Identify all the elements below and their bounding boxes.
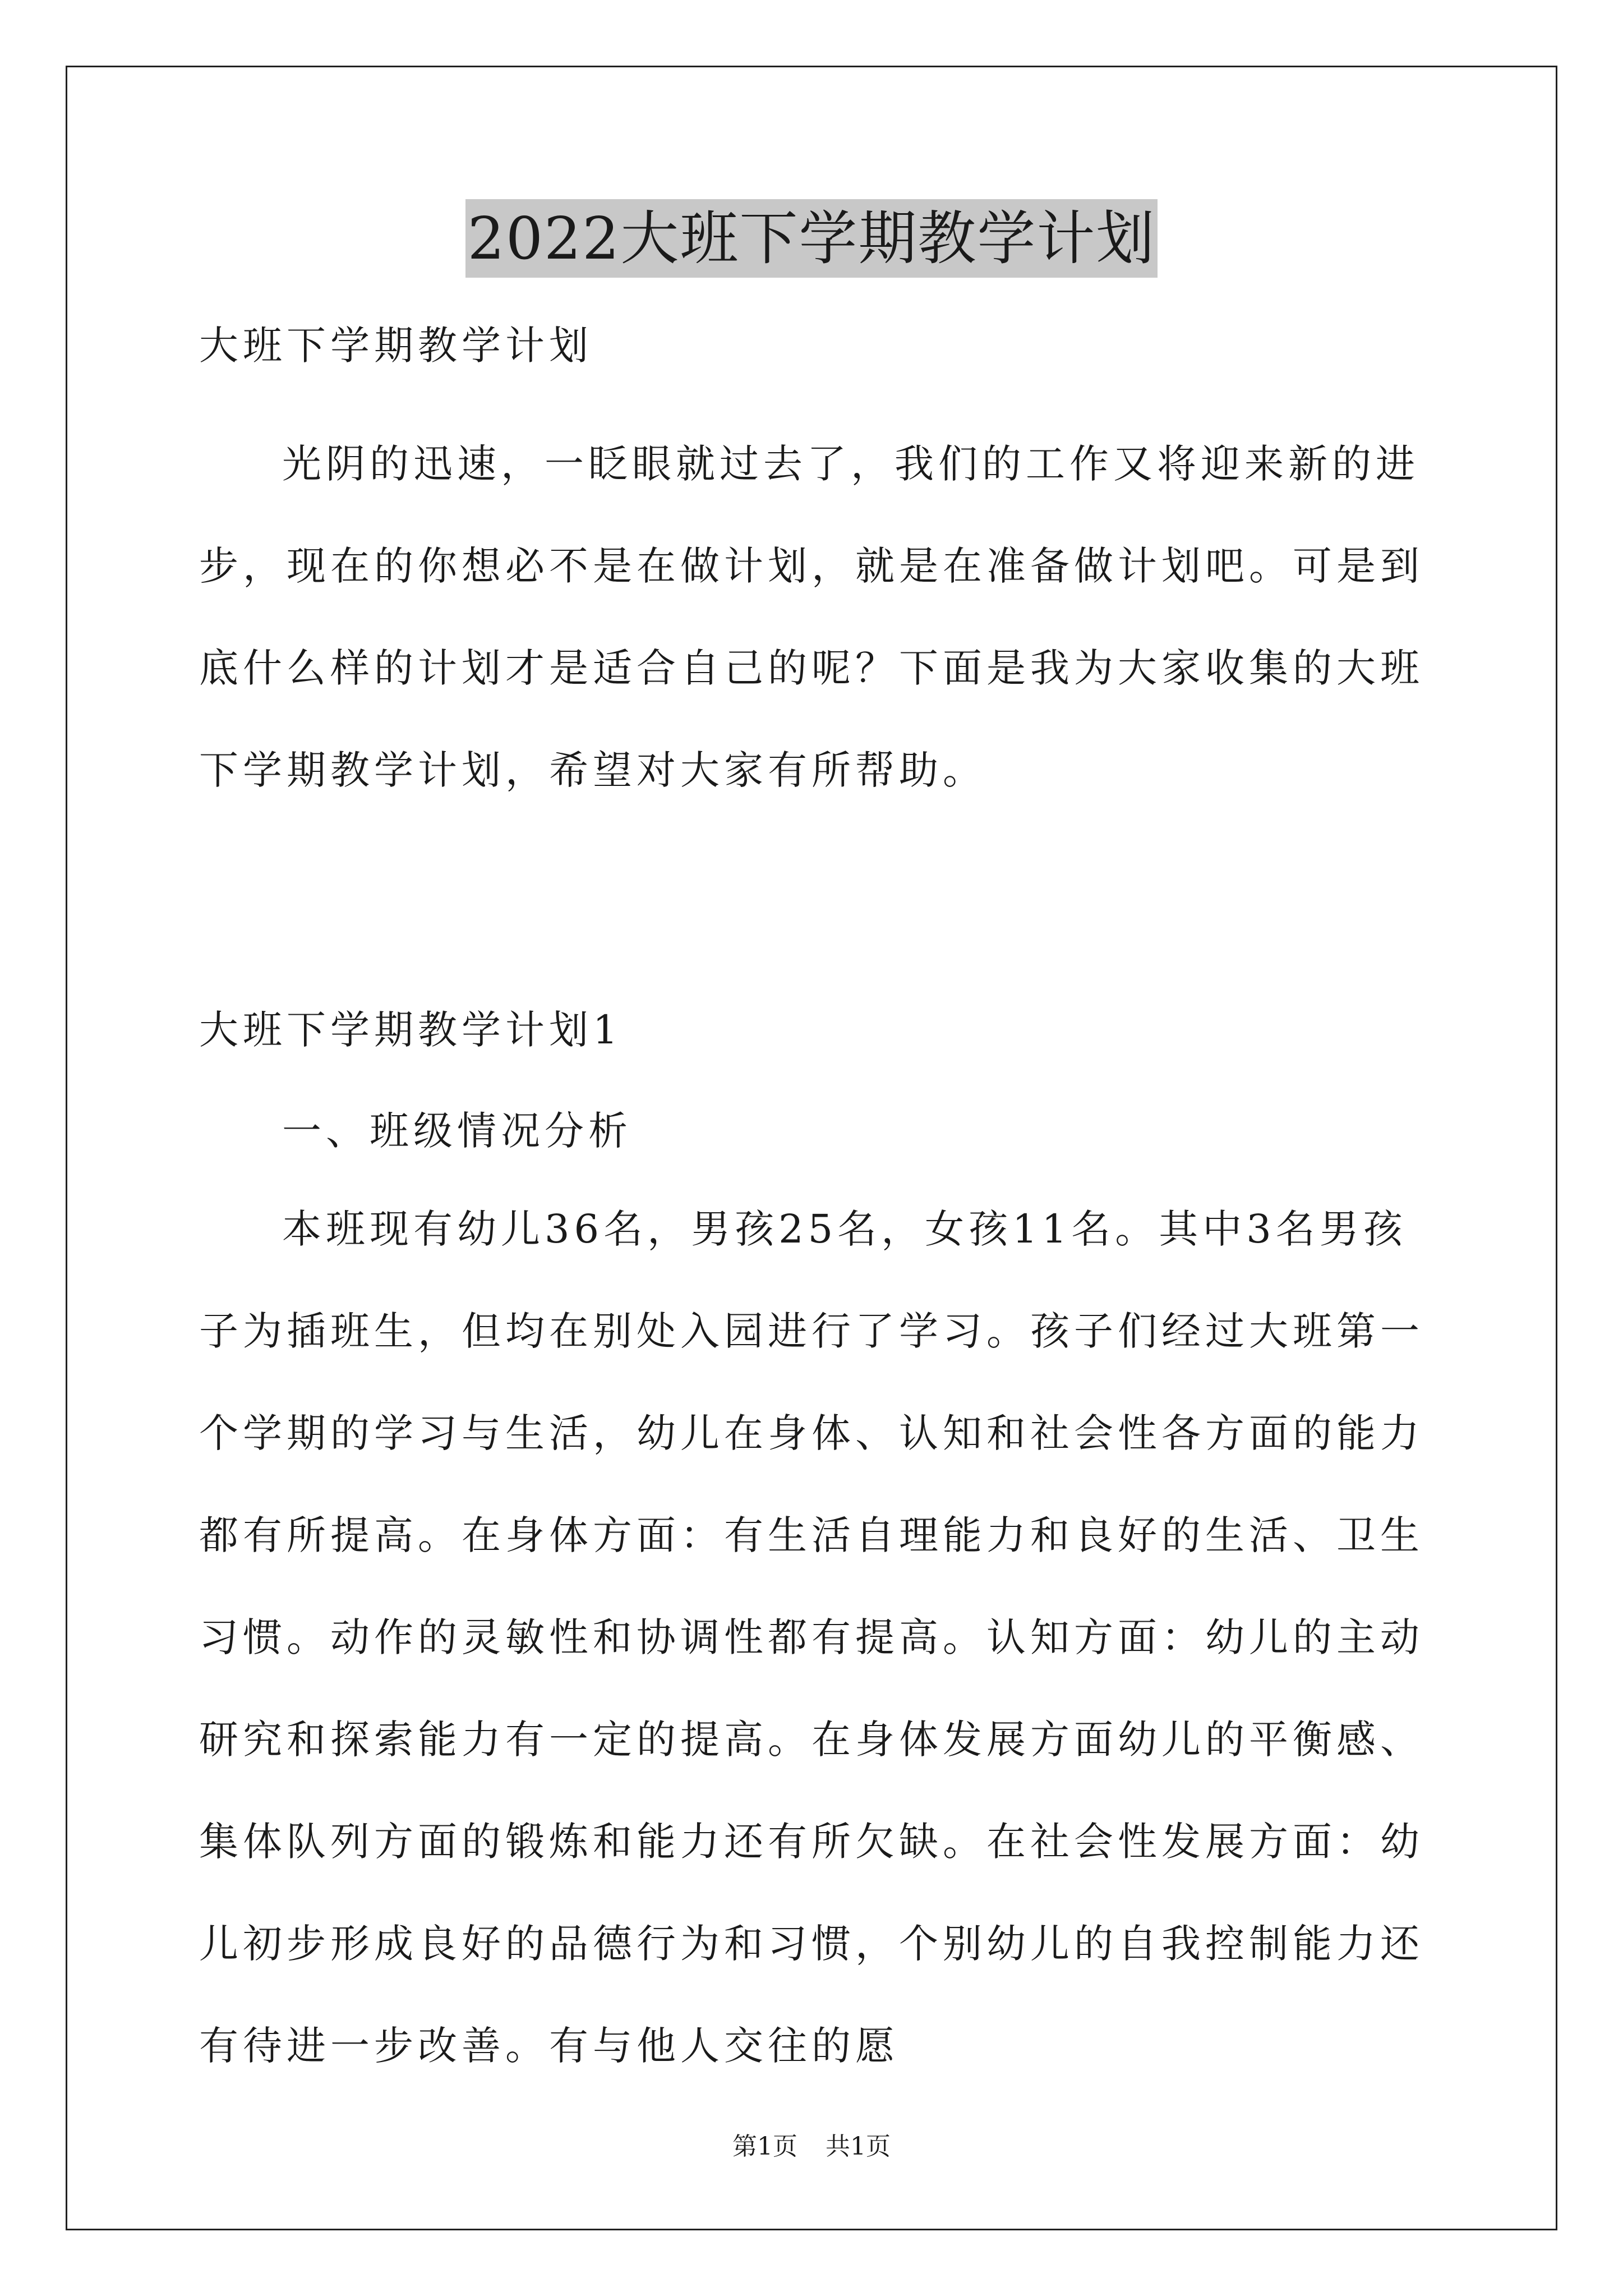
page-total: 共1页 — [826, 2132, 891, 2161]
document-title: 2022大班下学期教学计划 — [465, 199, 1158, 278]
body-paragraph — [199, 1178, 1430, 2097]
page-number: 第1页 — [732, 2132, 797, 2161]
intro-text: 光阴的迅速，一眨眼就过去了，我们的工作又将迎来新的进步，现在的你想必不是在做计划，就是在准备做计划吧。可是到底什么样的计划才是适合自己的呢？下面是我为大家收集的大班下学期教学计划，希望对大家有所帮助。 — [199, 441, 1424, 793]
subtitle: 大班下学期教学计划 — [199, 323, 593, 369]
page-footer — [0, 2126, 1623, 2162]
section-title: 大班下学期教学计划1 — [199, 1007, 623, 1053]
body-text: 本班现有幼儿36名，男孩25名，女孩11名。其中3名男孩子为插班生，但均在别处入园进行了学习。孩子们经过大班第一个学期的学习与生活，幼儿在身体、认知和社会性各方面的能力都有所提高。在身体方面：有生活自理能力和良好的生活、卫生习惯。动作的灵敏性和协调性都有提高。认知方面：幼儿的主动研究和探索能力有一定的提高。在身体发展方面幼儿的平衡感、集体队列方面的锻炼和能力还有所欠缺。在社会性发展方面：幼儿初步形成良好的品德行为和习惯，个别幼儿的自我控制能力还有待进一步改善。有与他人交往的愿 — [199, 1206, 1424, 2069]
intro-paragraph — [199, 413, 1430, 821]
title-container — [0, 199, 1623, 278]
section-heading: 一、班级情况分析 — [282, 1108, 632, 1154]
